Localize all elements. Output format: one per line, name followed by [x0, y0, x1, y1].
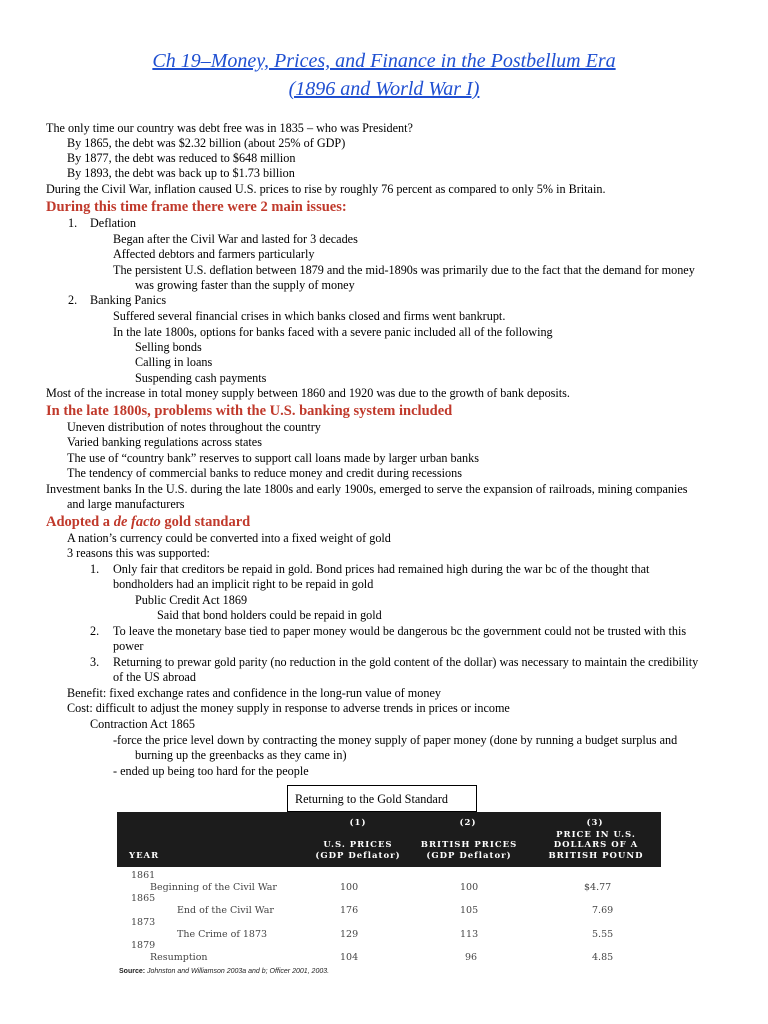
deflation-detail: The persistent U.S. deflation between 1879 and the mid-1890s was primarily due to the fact that the demand for money — [113, 263, 695, 277]
banking-problem: The use of “country bank” reserves to support call loans made by larger urban banks — [67, 451, 479, 465]
gold-reason: To leave the monetary base tied to paper money would be dangerous bc the government could not be trusted with this — [113, 624, 687, 638]
row-year: 1865 — [131, 893, 156, 904]
panic-option: Selling bonds — [135, 340, 202, 354]
investment-banks-cont: and large manufacturers — [67, 497, 185, 511]
debt-1893: By 1893, the debt was back up to $1.73 billion — [67, 166, 295, 180]
public-credit-act-desc: Said that bond holders could be repaid in gold — [157, 608, 382, 622]
row-us-price: 176 — [340, 905, 359, 916]
col-number: (1) — [349, 818, 367, 828]
debt-1877: By 1877, the debt was reduced to $648 million — [67, 151, 296, 165]
row-label: Beginning of the Civil War — [150, 882, 277, 893]
deflation-detail: Began after the Civil War and lasted for 3 decades — [113, 232, 358, 246]
table-caption: Returning to the Gold Standard — [287, 785, 477, 812]
gold-reason: Only fair that creditors be repaid in gold. Bond prices had remained high during the war bc of the thought that — [113, 562, 650, 576]
row-british-price: 105 — [460, 905, 479, 916]
investment-banks: Investment banks In the U.S. during the late 1800s and early 1900s, emerged to serve the expansion of railroads, mining companies — [46, 482, 688, 496]
list-number: 3. — [90, 655, 100, 669]
page-subtitle: (1896 and World War I) — [288, 78, 480, 100]
contraction-detail: - ended up being too hard for the people — [113, 764, 309, 778]
banking-panics-item: Banking Panics — [90, 293, 167, 307]
contraction-detail: -force the price level down by contracting the money supply of paper money (done by running a budget surplus and — [113, 733, 678, 747]
gold-definition: A nation’s currency could be converted into a fixed weight of gold — [67, 531, 391, 545]
col-header-price: DOLLARS OF A — [553, 840, 639, 850]
table-source: Source: Johnston and Williamson 2003a and b; Officer 2001, 2003. — [119, 968, 330, 975]
list-number: 1. — [68, 216, 78, 230]
col-header-british-sub: (GDP Deflator) — [426, 851, 512, 861]
list-number: 2. — [90, 624, 100, 638]
debt-1865: By 1865, the debt was $2.32 billion (about 25% of GDP) — [67, 136, 346, 150]
row-us-price: 129 — [340, 929, 359, 940]
banking-problem: Varied banking regulations across states — [67, 435, 262, 449]
issues-heading: During this time frame there were 2 main issues: — [46, 199, 347, 215]
row-label: The Crime of 1873 — [177, 929, 268, 940]
row-british-price: 100 — [460, 882, 479, 893]
col-header-year: YEAR — [129, 851, 160, 861]
row-british-price: 113 — [460, 929, 479, 940]
contraction-act: Contraction Act 1865 — [90, 717, 195, 731]
intro-question: The only time our country was debt free was in 1835 – who was President? — [46, 121, 413, 135]
gold-reason: Returning to prewar gold parity (no reduction in the gold content of the dollar) was necessary to maintain the credibility — [113, 655, 699, 669]
col-number: (3) — [586, 818, 604, 828]
row-pound-price: 4.85 — [592, 952, 614, 963]
panics-detail: In the late 1800s, options for banks faced with a severe panic included all of the following — [113, 325, 553, 339]
gold-reason-cont: bondholders had an implicit right to be repaid in gold — [113, 577, 374, 591]
gold-standard-table — [117, 812, 661, 964]
row-pound-price: 7.69 — [592, 905, 614, 916]
panics-detail: Suffered several financial crises in which banks closed and firms went bankrupt. — [113, 309, 506, 323]
gold-benefit: Benefit: fixed exchange rates and confidence in the long-run value of money — [67, 686, 441, 700]
col-header-price: BRITISH POUND — [548, 851, 644, 861]
row-label: Resumption — [150, 952, 208, 963]
panic-option: Calling in loans — [135, 355, 213, 369]
col-header-us-sub: (GDP Deflator) — [315, 851, 401, 861]
banking-heading: In the late 1800s, problems with the U.S. banking system included — [46, 403, 453, 419]
deflation-item: Deflation — [90, 216, 137, 230]
gold-reasons-intro: 3 reasons this was supported: — [67, 546, 210, 560]
row-us-price: 100 — [340, 882, 359, 893]
row-pound-price: 5.55 — [592, 929, 614, 940]
col-number: (2) — [459, 818, 477, 828]
civil-war-inflation: During the Civil War, inflation caused U.S. prices to rise by roughly 76 percent as compared to only 5% in Britain. — [46, 182, 606, 196]
banking-problem: The tendency of commercial banks to reduce money and credit during recessions — [67, 466, 462, 480]
row-british-price: 96 — [465, 952, 478, 963]
contraction-detail-cont: burning up the greenbacks as they came in) — [135, 748, 347, 762]
panic-option: Suspending cash payments — [135, 371, 267, 385]
gold-reason-cont: power — [113, 639, 144, 653]
list-number: 2. — [68, 293, 78, 307]
row-pound-price: $4.77 — [584, 882, 612, 893]
table-body — [117, 867, 661, 964]
gold-reason-cont: of the US abroad — [113, 670, 196, 684]
list-number: 1. — [90, 562, 100, 576]
deflation-detail-cont: was growing faster than the supply of money — [135, 278, 355, 292]
row-year: 1879 — [131, 940, 156, 951]
public-credit-act: Public Credit Act 1869 — [135, 593, 248, 607]
money-supply-note: Most of the increase in total money supply between 1860 and 1920 was due to the growth of bank deposits. — [46, 386, 570, 400]
row-us-price: 104 — [340, 952, 359, 963]
gold-cost: Cost: difficult to adjust the money supply in response to adverse trends in prices or income — [67, 701, 510, 715]
row-year: 1861 — [131, 870, 156, 881]
col-header-us: U.S. PRICES — [323, 840, 393, 850]
row-label: End of the Civil War — [177, 905, 274, 916]
gold-standard-heading: Adopted a de facto gold standard — [46, 514, 251, 530]
col-header-british: BRITISH PRICES — [420, 840, 518, 850]
col-header-price: PRICE IN U.S. — [556, 830, 636, 840]
deflation-detail: Affected debtors and farmers particularly — [113, 247, 315, 261]
page-title: Ch 19–Money, Prices, and Finance in the Postbellum Era — [152, 50, 616, 72]
banking-problem: Uneven distribution of notes throughout the country — [67, 420, 321, 434]
table-header — [117, 812, 661, 867]
row-year: 1873 — [131, 917, 156, 928]
